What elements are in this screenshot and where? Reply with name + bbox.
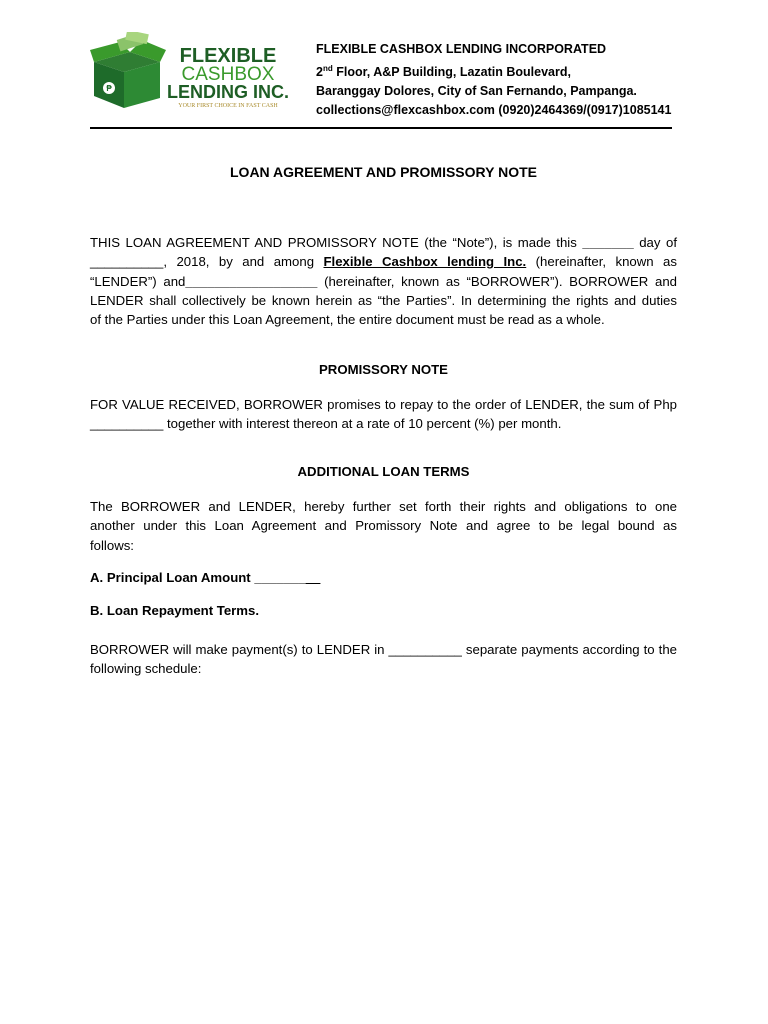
address-line-2: Baranggay Dolores, City of San Fernando, Pampanga. — [316, 84, 637, 99]
promissory-heading: PROMISSORY NOTE — [319, 362, 448, 377]
svg-text:₱: ₱ — [106, 84, 112, 93]
company-name: FLEXIBLE CASHBOX LENDING INCORPORATED — [316, 42, 607, 56]
logo-word-lending: LENDING INC. — [166, 82, 290, 102]
document-title: LOAN AGREEMENT AND PROMISSORY NOTE — [230, 164, 537, 180]
additional-terms-heading: ADDITIONAL LOAN TERMS — [297, 464, 470, 479]
section-b-repayment: B. Loan Repayment Terms. — [90, 603, 260, 618]
promissory-paragraph: FOR VALUE RECEIVED, BORROWER promises to repay to the order of LENDER, the sum of Php __________ together with interest thereon at a rate of 10 percent (%) per month. — [90, 397, 677, 432]
section-a-principal: A. Principal Loan Amount _________ — [90, 570, 321, 585]
intro-paragraph: THIS LOAN AGREEMENT AND PROMISSORY NOTE (the “Note”), is made this _______ day of __________, 2018, by and among Flexible Cashbox lending Inc. (hereinafter, known as “LENDER”) and__________________ (hereinafter, known as “BORROWER”). BORROWER and LENDER shall collectively be known herein as “the Parties”. In determining the rights and duties of the Parties under this Loan Agreement, the entire document must be read as a whole. — [90, 235, 678, 328]
repayment-paragraph: BORROWER will make payment(s) to LENDER in __________ separate payments according to the following schedule: — [90, 642, 677, 677]
company-logo — [90, 32, 300, 110]
address-line-1: 2nd Floor, A&P Building, Lazatin Boulevard, — [316, 64, 571, 80]
logo-word-flexible: FLEXIBLE — [179, 45, 277, 67]
logo-tagline: YOUR FIRST CHOICE IN FAST CASH — [178, 103, 278, 109]
header-divider — [90, 127, 672, 129]
letterhead — [90, 32, 672, 128]
company-info — [316, 40, 671, 120]
logo-word-cashbox: CASHBOX — [181, 64, 275, 85]
additional-terms-paragraph: The BORROWER and LENDER, hereby further set forth their rights and obligations to one another under this Loan Agreement and Promissory Note and agree to be legal bound as follows: — [90, 499, 677, 553]
contact-line: collections@flexcashbox.com (0920)2464369/(0917)1085141 — [316, 103, 672, 118]
lender-company-name: Flexible Cashbox lending Inc. — [323, 254, 527, 270]
money-box-icon — [90, 32, 166, 108]
